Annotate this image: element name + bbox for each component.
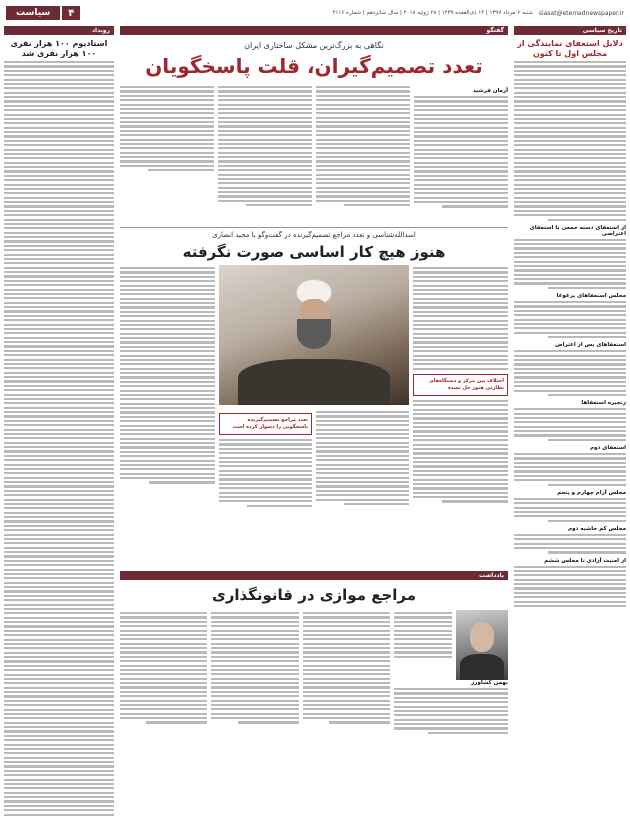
right-subhead-8: از امنیت آزادی تا مجلس ششم — [544, 557, 626, 564]
lead-column-3 — [218, 84, 312, 224]
right-subhead-4: زنجیره استعفاها — [581, 400, 626, 407]
left-column — [4, 26, 114, 816]
left-text-block — [4, 61, 114, 816]
right-subhead-2: مجلس استعفاهای پرغوغا — [556, 293, 626, 299]
portrait-face — [470, 622, 494, 652]
website-address[interactable]: siasat@etemadnewspaper.ir — [538, 9, 624, 17]
opinion-author-column — [394, 610, 508, 734]
interview-quote-2 — [219, 413, 312, 435]
left-column-label: رویداد — [91, 27, 110, 34]
right-text-block-4 — [514, 350, 626, 396]
interview-quote-1 — [413, 374, 508, 396]
lead-column-1 — [414, 84, 508, 224]
opinion-column-4 — [120, 610, 207, 734]
right-subhead-3: استعفاهای پس از اعتراض — [555, 342, 626, 349]
beard-shape — [297, 319, 331, 349]
right-subhead-7: مجلس کم حاشیه دوم — [568, 525, 626, 532]
opinion-column-3 — [211, 610, 298, 734]
page-number: ۴ — [62, 6, 80, 20]
main-area-label: گفتگو — [486, 27, 504, 34]
interview-column-right — [413, 265, 508, 565]
divider — [120, 227, 508, 228]
right-column-header — [514, 26, 626, 35]
lead-author: آرمان فرشید — [473, 88, 508, 94]
right-text-block-8 — [514, 534, 626, 554]
right-text-block-5 — [514, 408, 626, 441]
right-text-block-3 — [514, 301, 626, 338]
lead-article-body — [120, 84, 508, 224]
robe-shape — [238, 359, 390, 405]
portrait-body — [460, 654, 504, 680]
left-column-title[interactable]: استادیوم ۱۰۰ هزار نفری ۱۰۰ هزار نفری شد — [10, 39, 108, 58]
interview-body — [120, 265, 508, 565]
masthead-bar — [6, 6, 624, 20]
right-column-label: تاریخ سیاسی — [582, 27, 622, 34]
opinion-label: یادداشت — [479, 572, 504, 579]
lead-kicker: نگاهی به بزرگ‌ترین مشکل ساختاری ایران — [244, 41, 384, 50]
quote-1-text: اختلاف بین مرکز و دستگاه‌های نظارتی هنوز حل نشده — [429, 377, 504, 391]
section-title: سیاست — [6, 6, 60, 20]
main-area-header — [120, 26, 508, 35]
right-text-block-6 — [514, 453, 626, 486]
lead-column-2 — [316, 84, 410, 224]
opinion-author: بهمن کشاورز — [471, 680, 508, 686]
interview-kicker: اسدالله‌شناسی و تعدد مراجع تصمیم‌گیرنده در گفت‌وگو با مجید انصاری — [212, 231, 416, 239]
right-text-block-7 — [514, 498, 626, 522]
interview-title[interactable]: هنوز هیچ کار اساسی صورت نگرفته — [182, 243, 446, 261]
opinion-body — [120, 610, 508, 734]
interview-photo — [219, 265, 409, 405]
right-text-block-2 — [514, 239, 626, 289]
author-portrait — [456, 610, 508, 680]
quote-2-text: تعدد مراجع تصمیم‌گیرنده پاسخگویی را دشوار کرده است — [232, 417, 308, 430]
opinion-title[interactable]: مراجع موازی در قانونگذاری — [211, 586, 417, 604]
right-subhead-6: مجلس آرام چهارم و پنجم — [557, 489, 626, 496]
lead-column-4 — [120, 84, 214, 224]
right-subhead-1: از استعفای دسته جمعی تا استعفای اعتراضی — [529, 224, 626, 237]
opinion-header — [120, 571, 508, 580]
right-column-title: دلایل استعفای نمایندگی از مجلس اول تا کنون — [517, 39, 623, 58]
main-area — [120, 26, 508, 816]
interview-center — [219, 265, 409, 565]
lead-title[interactable]: تعدد تصمیم‌گیران، قلت پاسخگویان — [145, 54, 483, 78]
right-subhead-5: استعفای دوم — [590, 444, 626, 451]
masthead-left — [332, 10, 624, 17]
left-column-header — [4, 26, 114, 35]
right-text-block-9 — [514, 566, 626, 608]
masthead-right — [6, 6, 80, 20]
right-text-block-1 — [514, 61, 626, 221]
opinion-column-2 — [303, 610, 390, 734]
dateline: شنبه ۶ مرداد ۱۳۹۷ | ۱۴ ذی‌القعده ۱۴۳۹ | ۲۸ ژوئیه ۲۰۱۸ | سال شانزدهم | شماره ۴۱۱۶ — [332, 10, 533, 16]
interview-column-left — [120, 265, 215, 565]
right-column — [514, 26, 626, 816]
interview-center-text — [219, 409, 409, 507]
